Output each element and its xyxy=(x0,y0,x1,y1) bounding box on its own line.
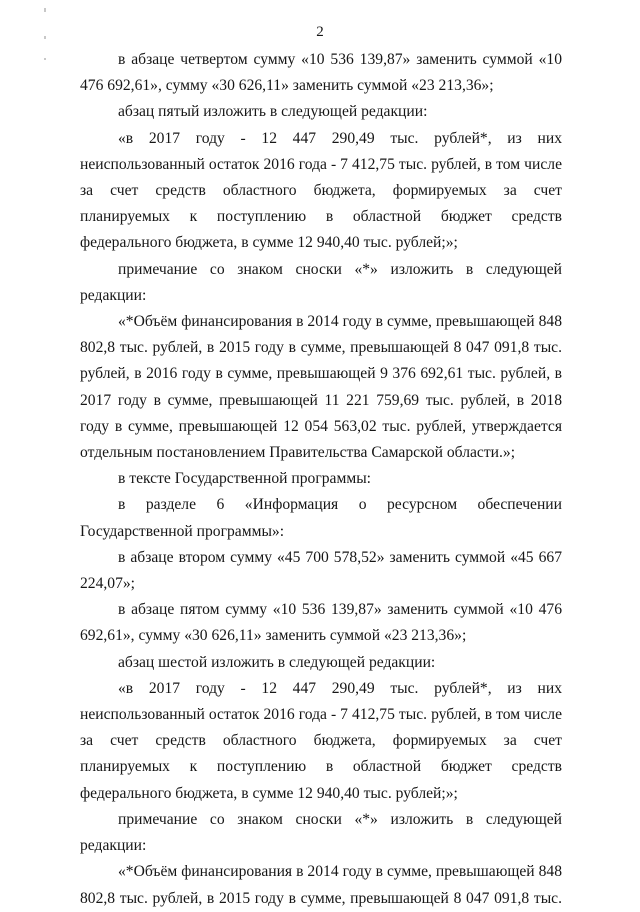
paragraph-abzac-5-new-text: «в 2017 году - 12 447 290,49 тыс. рублей*, из них неиспользованный остаток 2016 года - 7 412,75 тыс. рублей, в том числе за счет средств областного бюджета, формируемых за счет планируемых к поступлению в областной бюджет средств федерального бюджета, в сумме 12 940,40 тыс. рублей;»; xyxy=(80,129,562,252)
paragraph-amend-abzac-4-sums: в абзаце четвертом сумму «10 536 139,87» заменить суммой «10 476 692,61», сумму «30 626,11» заменить суммой «23 213,36»; xyxy=(80,51,562,95)
paragraph-footnote-text-2: «*Объём финансирования в 2014 году в сумме, превышающей 848 802,8 тыс. рублей, в 2015 году в сумме, превышающей 8 047 091,8 тыс. xyxy=(80,863,562,907)
page-number: 2 xyxy=(316,24,324,40)
scan-artifact-mark xyxy=(44,8,46,12)
paragraph-abzac-5-instruction: абзац пятый изложить в следующей редакции: xyxy=(118,103,428,121)
scan-artifact-mark xyxy=(44,58,46,60)
paragraph-amend-abzac-2-sum: в абзаце втором сумму «45 700 578,52» заменить суммой «45 667 224,07»; xyxy=(80,548,562,593)
paragraph-section-6-reference: в разделе 6 «Информация о ресурсном обеспечении Государственной программы»: xyxy=(80,496,562,540)
paragraph-amend-abzac-5-sums: в абзаце пятом сумму «10 536 139,87» заменить суммой «10 476 692,61», сумму «30 626,11» заменить суммой «23 213,36»; xyxy=(80,601,562,645)
paragraph-footnote-instruction-2: примечание со знаком сноски «*» изложить в следующей редакции: xyxy=(80,810,562,855)
paragraph-abzac-6-instruction: абзац шестой изложить в следующей редакции: xyxy=(118,653,436,671)
paragraph-footnote-instruction: примечание со знаком сноски «*» изложить в следующей редакции: xyxy=(80,260,562,304)
document-body xyxy=(80,47,562,912)
paragraph-footnote-text: «*Объём финансирования в 2014 году в сумме, превышающей 848 802,8 тыс. рублей, в 2015 году в сумме, превышающей 8 047 091,8 тыс. рублей, в 2016 году в сумме, превышающей 9 376 692,61 тыс. рублей, в 2017 году в сумме, превышающей 11 221 759,69 тыс. рублей, в 2018 году в сумме, превышающей 12 054 563,02 тыс. рублей, утверждается отдельным постановлением Правительства Самарской области.»; xyxy=(80,313,562,462)
paragraph-program-text-heading: в тексте Государственной программы: xyxy=(118,470,372,488)
paragraph-abzac-6-new-text: «в 2017 году - 12 447 290,49 тыс. рублей*, из них неиспользованный остаток 2016 года - 7 412,75 тыс. рублей, в том числе за счет средств областного бюджета, формируемых за счет планируемых к поступлению в областной бюджет средств федерального бюджета, в сумме 12 940,40 тыс. рублей;»; xyxy=(80,679,562,802)
